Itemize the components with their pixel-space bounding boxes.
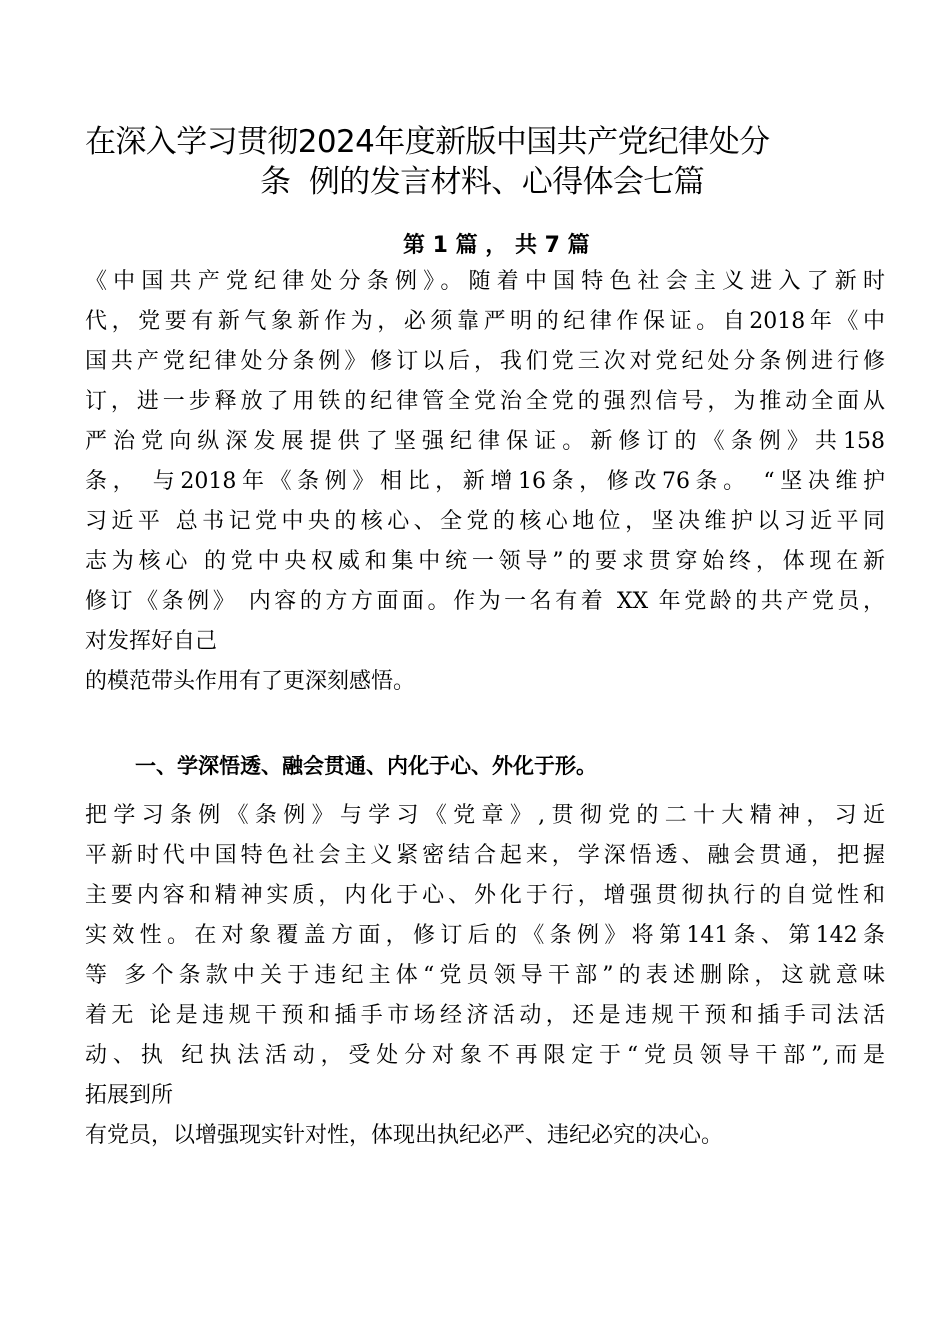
paragraph-2-line: 拓展到所	[85, 1083, 174, 1108]
paragraph-2-line: 平新时代中国特色社会主义紧密结合起来，学深悟透、融会贯通，把握	[85, 843, 885, 868]
document-title-line-2: 条 例的发言材料、心得体会七篇	[260, 164, 705, 200]
paragraph-1-line: 的模范带头作用有了更深刻感悟。	[85, 669, 416, 694]
paragraph-1-line: 修订《条例》 内容的方方面面。作为一名有着 XX 年党龄的共产党员，	[85, 589, 885, 614]
paragraph-2-line: 实效性。在对象覆盖方面，修订后的《条例》将第141条、第142条	[85, 923, 885, 948]
document-title-line-1: 在深入学习贯彻2024年度新版中国共产党纪律处分	[85, 124, 770, 160]
paragraph-1-line: 订，进一步释放了用铁的纪律管全党治全党的强烈信号，为推动全面从	[85, 389, 885, 414]
paragraph-1-line: 严治党向纵深发展提供了坚强纪律保证。新修订的《条例》共158	[85, 429, 885, 454]
paragraph-2-line: 动、执 纪执法活动，受处分对象不再限定于“党员领导干部”,而是	[85, 1043, 885, 1068]
paragraph-1-line: 志为核心 的党中央权威和集中统一领导”的要求贯穿始终，体现在新	[85, 549, 885, 574]
paragraph-1-line: 对发挥好自己	[85, 629, 218, 654]
paragraph-1-line: 国共产党纪律处分条例》修订以后，我们党三次对党纪处分条例进行修	[85, 349, 885, 374]
paragraph-2-line: 把学习条例《条例》与学习《党章》,贯彻党的二十大精神，习近	[85, 803, 885, 828]
paragraph-2-line: 等 多个条款中关于违纪主体“党员领导干部”的表述删除，这就意味	[85, 963, 885, 988]
section-heading: 第 1 篇 ， 共 7 篇	[403, 233, 590, 258]
paragraph-1-line: 《中国共产党纪律处分条例》。随着中国特色社会主义进入了新时	[85, 269, 885, 294]
paragraph-1-line: 条， 与2018年《条例》相比，新增16条，修改76条。 “坚决维护	[85, 469, 885, 494]
paragraph-1-line: 习近平 总书记党中央的核心、全党的核心地位，坚决维护以习近平同	[85, 509, 885, 534]
paragraph-2-line: 着无 论是违规干预和插手市场经济活动，还是违规干预和插手司法活	[85, 1003, 885, 1028]
paragraph-2-line: 有党员，以增强现实针对性，体现出执纪必严、违纪必究的决心。	[85, 1123, 724, 1148]
subheading-1: 一、学深悟透、融会贯通、内化于心、外化于形。	[135, 754, 597, 778]
paragraph-2-line: 主要内容和精神实质，内化于心、外化于行，增强贯彻执行的自觉性和	[85, 883, 885, 908]
paragraph-1-line: 代，党要有新气象新作为，必须靠严明的纪律作保证。自2018年《中	[85, 309, 885, 334]
